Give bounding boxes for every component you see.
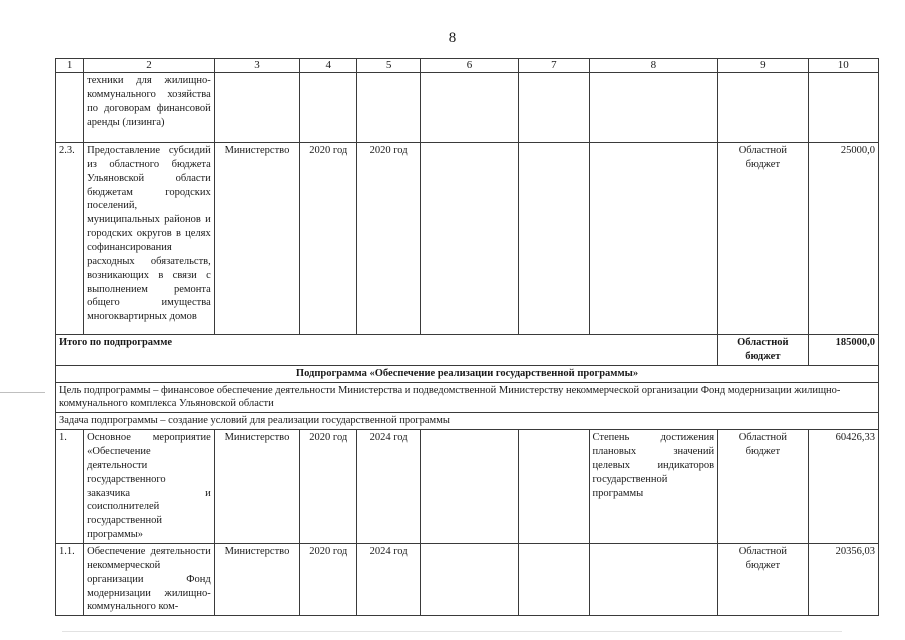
row-number: 1.1. xyxy=(56,544,84,616)
table-row-1-1 xyxy=(56,544,879,616)
amount: 20356,03 xyxy=(808,544,878,616)
end-year: 2020 год xyxy=(357,143,420,335)
header-row xyxy=(56,59,879,73)
subprogram-goal: Цель подпрограммы – финансовое обеспечение деятельности Министерства и подведомственной Министерству некоммерческой организации Фонд модернизации жилищно-коммунального комплекса Ульяновской области xyxy=(56,382,879,413)
program-table xyxy=(55,58,879,616)
table-row-total xyxy=(56,335,879,366)
end-year: 2024 год xyxy=(357,430,420,544)
subprogram-title: Подпрограмма «Обеспечение реализации государственной программы» xyxy=(56,365,879,382)
col-header-8: 8 xyxy=(589,59,718,73)
row-number: 1. xyxy=(56,430,84,544)
end-year: 2024 год xyxy=(357,544,420,616)
scan-artifact xyxy=(0,392,45,393)
col-header-3: 3 xyxy=(214,59,299,73)
col-header-5: 5 xyxy=(357,59,420,73)
total-label: Итого по подпрограмме xyxy=(56,335,718,366)
target-indicator: Степень достижения плановых значений целевых индикаторов государственной программы xyxy=(589,430,718,544)
subprogram-title-row xyxy=(56,365,879,382)
subprogram-goal-row xyxy=(56,382,879,413)
activity-name: Основное мероприятие «Обеспечение деятельности государственного заказчика и соисполнителей государственной программы» xyxy=(84,430,215,544)
col-header-4: 4 xyxy=(300,59,357,73)
start-year: 2020 год xyxy=(300,430,357,544)
row-number: 2.3. xyxy=(56,143,84,335)
table-row-2-3 xyxy=(56,143,879,335)
executor: Министерство xyxy=(214,430,299,544)
table-row-continuation xyxy=(56,73,879,143)
col-header-10: 10 xyxy=(808,59,878,73)
page-number: 8 xyxy=(448,30,457,46)
subprogram-task-row xyxy=(56,413,879,430)
executor: Министерство xyxy=(214,143,299,335)
col-header-6: 6 xyxy=(420,59,518,73)
activity-name: Предоставление субсидий из областного бюджета Ульяновской области бюджетам городских поселений, муниципальных районов и городских округов в целях софинансирования расходных обязательств, возникающих в связи с выполнением ремонта общего имущества многоквартирных домов xyxy=(84,143,215,335)
continuation-text: техники для жилищно-коммунального хозяйства по договорам финансовой аренды (лизинга) xyxy=(84,73,215,143)
amount: 25000,0 xyxy=(808,143,878,335)
scan-artifact xyxy=(62,631,842,632)
subprogram-task: Задача подпрограммы – создание условий для реализации государственной программы xyxy=(56,413,879,430)
executor: Министерство xyxy=(214,544,299,616)
table-row-1 xyxy=(56,430,879,544)
col-header-7: 7 xyxy=(519,59,589,73)
activity-name: Обеспечение деятельности некоммерческой организации Фонд модернизации жилищно-коммунального ком- xyxy=(84,544,215,616)
funding-source: Областной бюджет xyxy=(718,544,808,616)
total-funding-source: Областной бюджет xyxy=(718,335,808,366)
start-year: 2020 год xyxy=(300,544,357,616)
funding-source: Областной бюджет xyxy=(718,143,808,335)
col-header-9: 9 xyxy=(718,59,808,73)
funding-source: Областной бюджет xyxy=(718,430,808,544)
col-header-1: 1 xyxy=(56,59,84,73)
start-year: 2020 год xyxy=(300,143,357,335)
amount: 60426,33 xyxy=(808,430,878,544)
total-amount: 185000,0 xyxy=(808,335,878,366)
col-header-2: 2 xyxy=(84,59,215,73)
